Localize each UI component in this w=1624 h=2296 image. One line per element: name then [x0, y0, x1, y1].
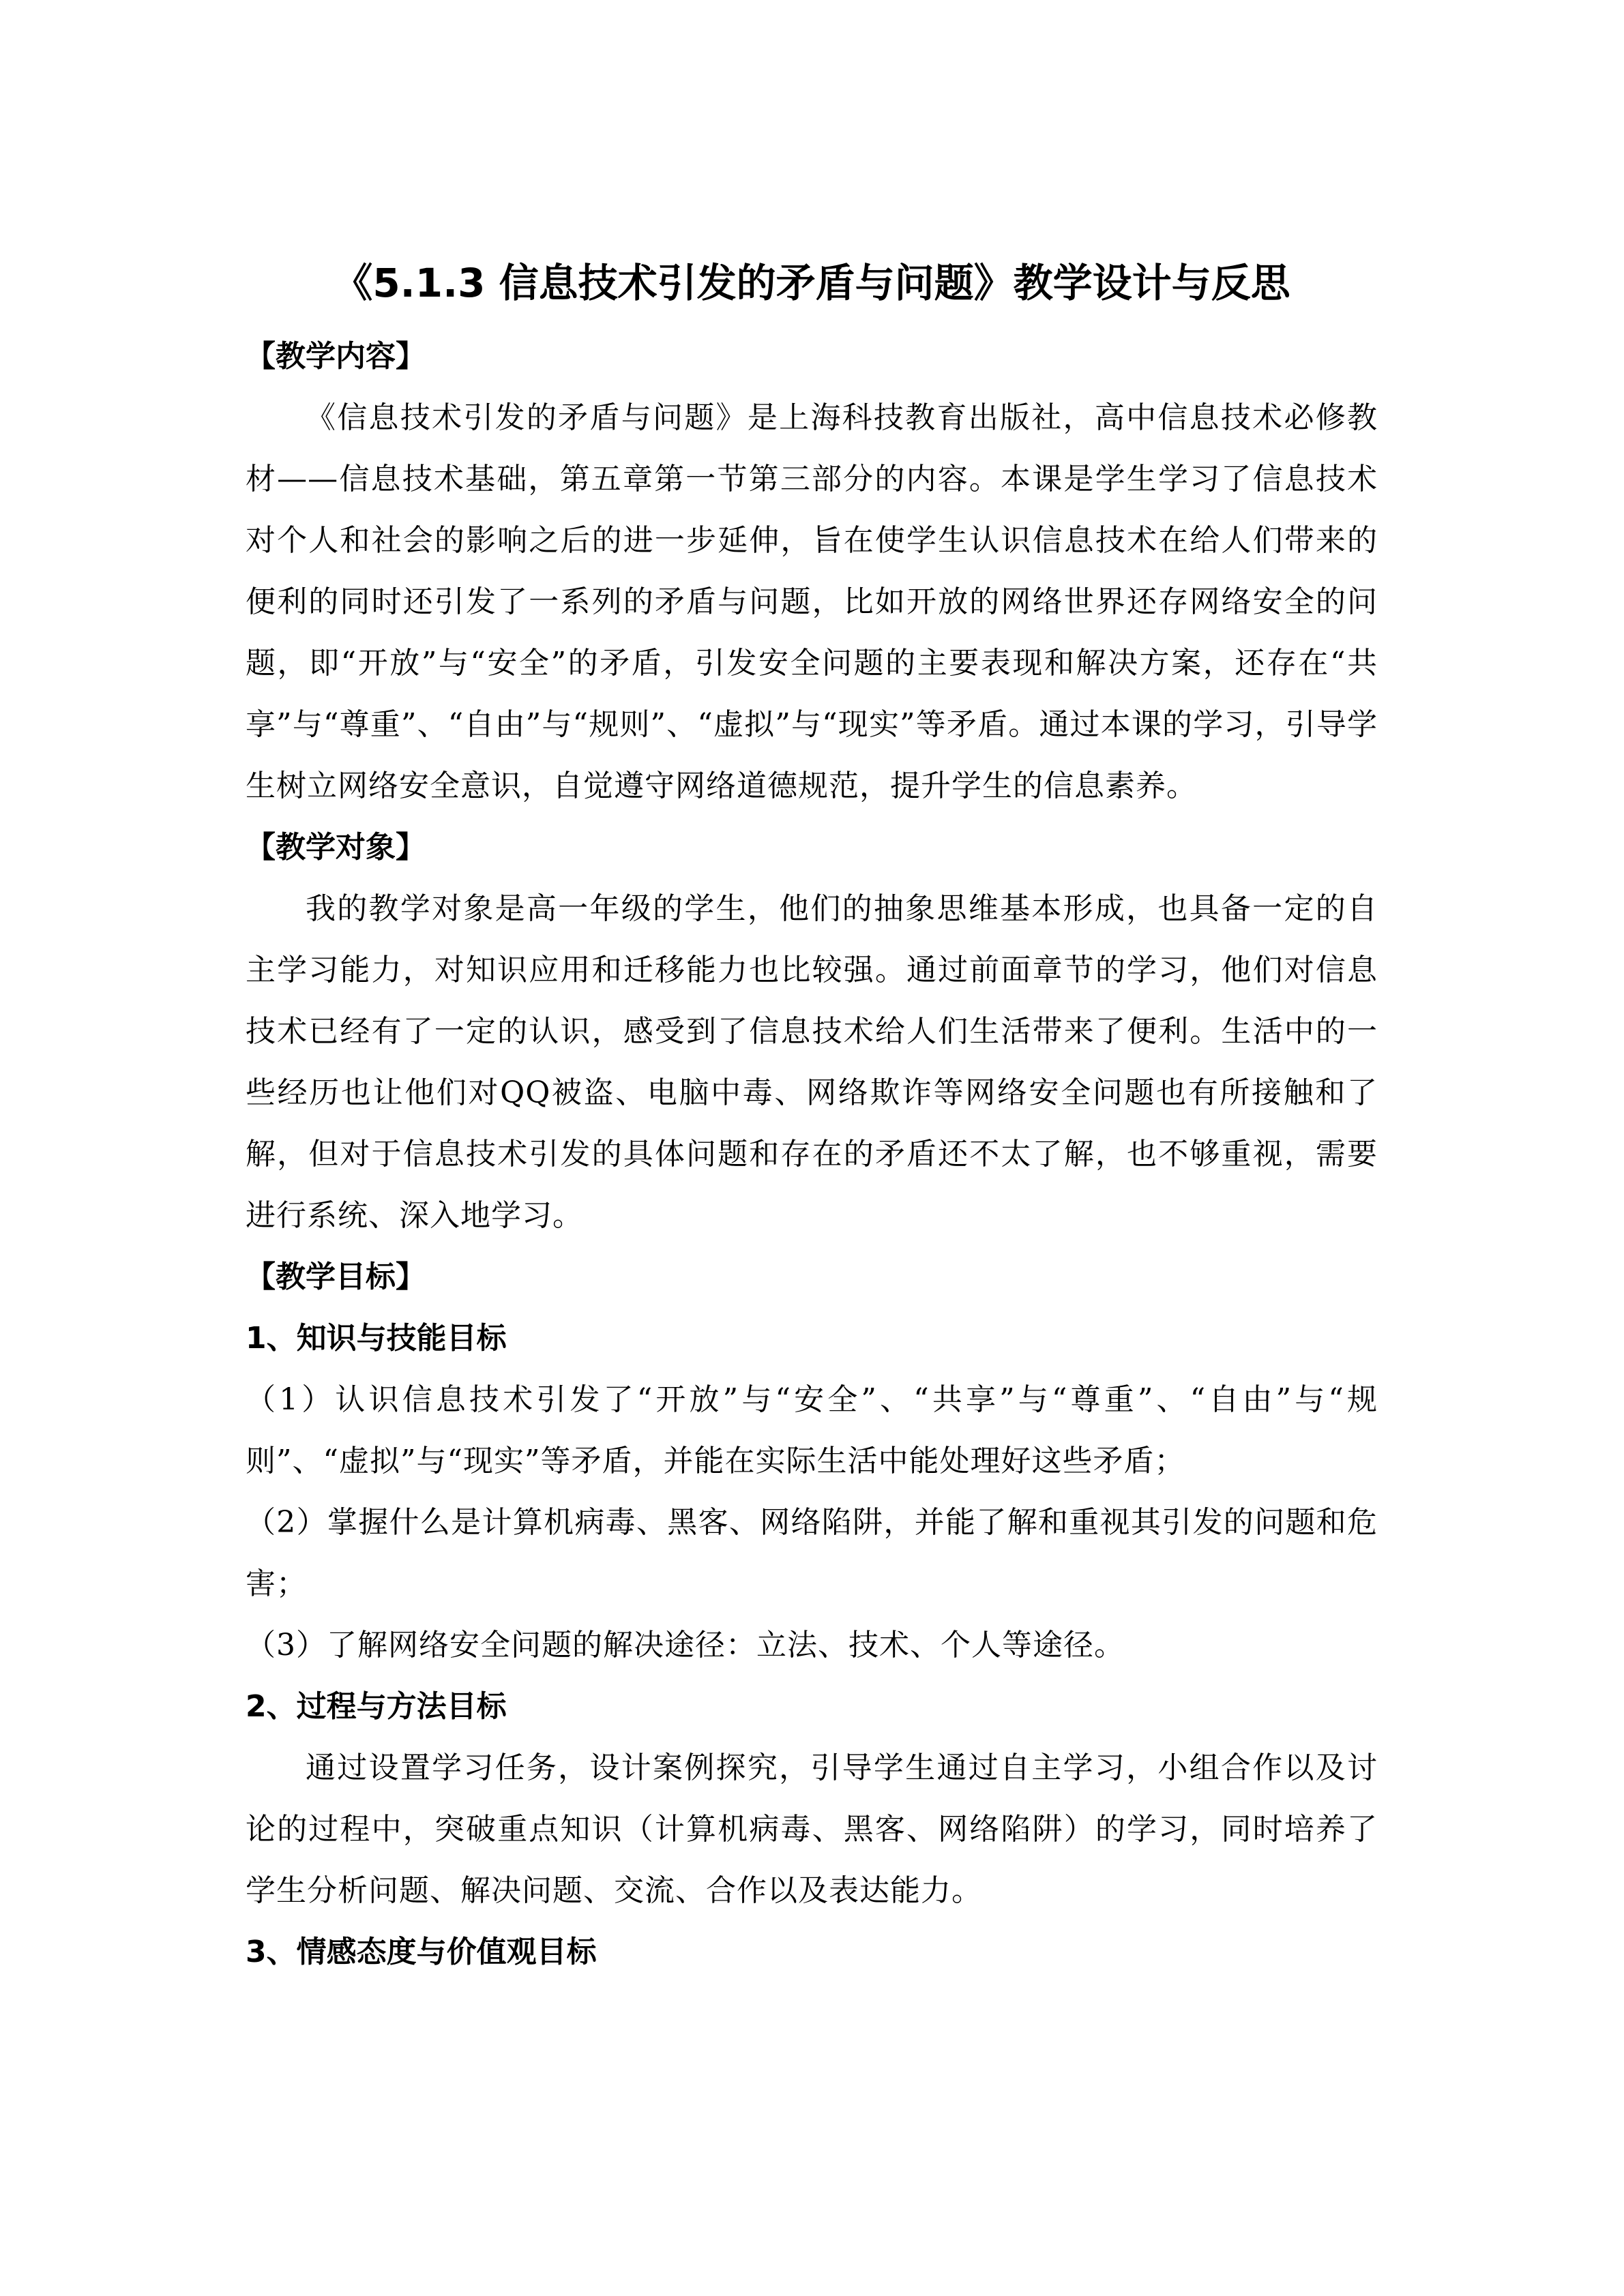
section-heading-audience: 【教学对象】 — [246, 830, 426, 865]
document-title: 《5.1.3 信息技术引发的矛盾与问题》教学设计与反思 — [333, 260, 1290, 306]
document-page — [246, 252, 1378, 1983]
process-goals-paragraph: 通过设置学习任务，设计案例探究，引导学生通过自主学习，小组合作以及讨论的过程中，突破重点知识（计算机病毒、黑客、网络陷阱）的学习，同时培养了学生分析问题、解决问题、交流、合作以及表达能力。 — [246, 1750, 1378, 1908]
knowledge-goal-item-1: （1）认识信息技术引发了“开放”与“安全”、“共享”与“尊重”、“自由”与“规则”、“虚拟”与“现实”等矛盾，并能在实际生活中能处理好这些矛盾； — [246, 1382, 1378, 1478]
section-heading-content: 【教学内容】 — [246, 339, 426, 374]
process-goals-heading: 2、过程与方法目标 — [246, 1689, 507, 1724]
content-paragraph: 《信息技术引发的矛盾与问题》是上海科技教育出版社，高中信息技术必修教材——信息技术基础，第五章第一节第三部分的内容。本课是学生学习了信息技术对个人和社会的影响之后的进一步延伸，旨在使学生认识信息技术在给人们带来的便利的同时还引发了一系列的矛盾与问题，比如开放的网络世界还存网络安全的问题，即“开放”与“安全”的矛盾，引发安全问题的主要表现和解决方案，还存在“共享”与“尊重”、“自由”与“规则”、“虚拟”与“现实”等矛盾。通过本课的学习，引导学生树立网络安全意识，自觉遵守网络道德规范，提升学生的信息素养。 — [246, 400, 1378, 803]
knowledge-goals-heading: 1、知识与技能目标 — [246, 1321, 507, 1356]
section-heading-goals: 【教学目标】 — [246, 1259, 426, 1294]
emotion-goals-heading: 3、情感态度与价值观目标 — [246, 1935, 597, 1969]
audience-paragraph: 我的教学对象是高一年级的学生，他们的抽象思维基本形成，也具备一定的自主学习能力，对知识应用和迁移能力也比较强。通过前面章节的学习，他们对信息技术已经有了一定的认识，感受到了信息技术给人们生活带来了便利。生活中的一些经历也让他们对QQ被盗、电脑中毒、网络欺诈等网络安全问题也有所接触和了解，但对于信息技术引发的具体问题和存在的矛盾还不太了解，也不够重视，需要进行系统、深入地学习。 — [246, 891, 1378, 1233]
knowledge-goal-item-2: （2）掌握什么是计算机病毒、黑客、网络陷阱，并能了解和重视其引发的问题和危害； — [246, 1505, 1378, 1601]
knowledge-goal-item-3: （3）了解网络安全问题的解决途径：立法、技术、个人等途径。 — [246, 1628, 1125, 1663]
